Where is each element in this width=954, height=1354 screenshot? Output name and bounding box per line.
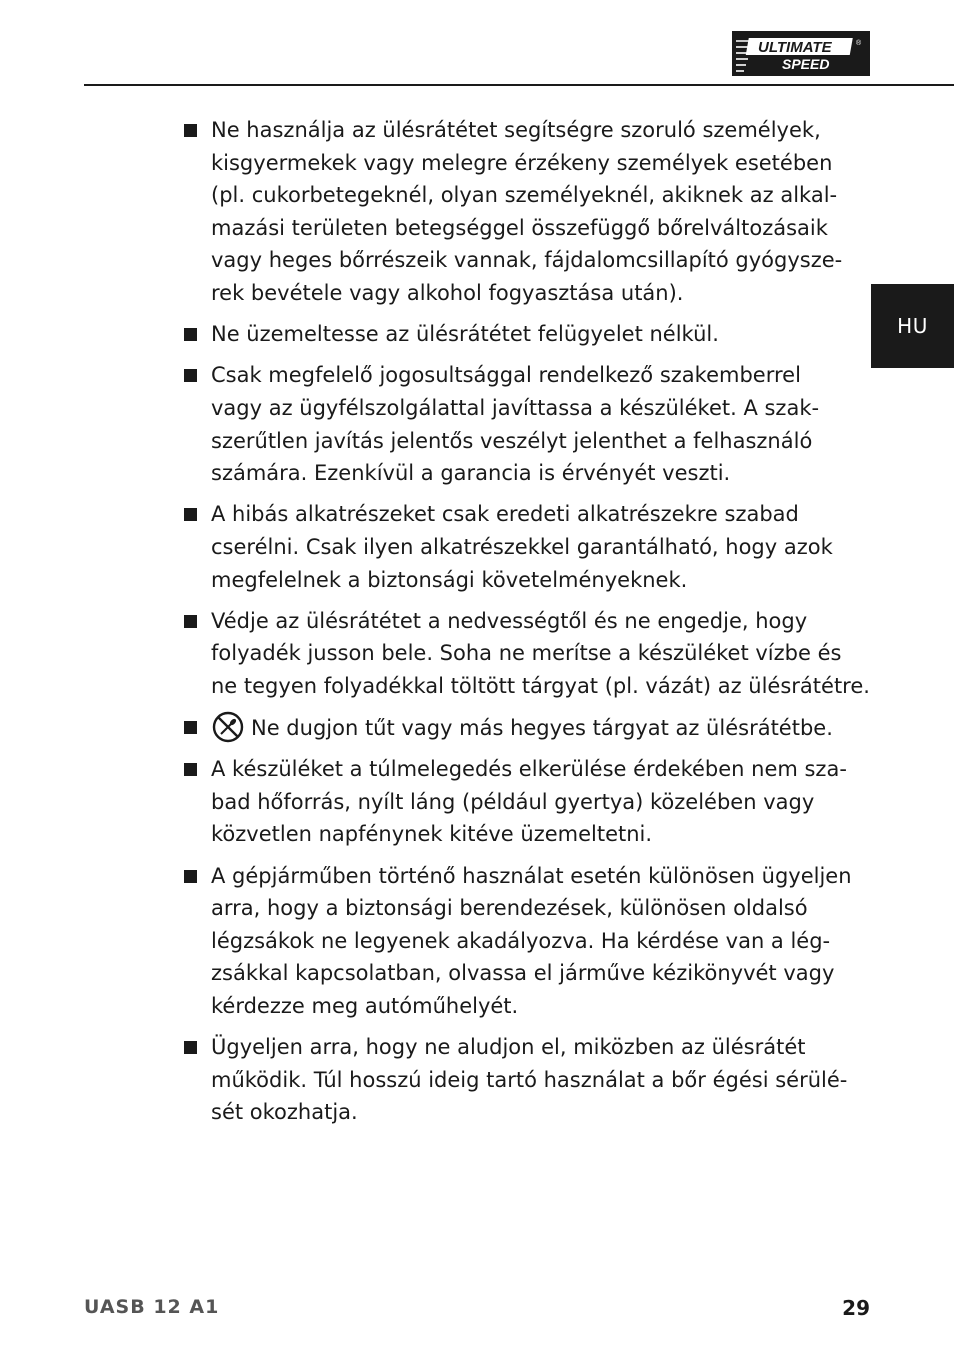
list-item-line xyxy=(211,425,844,458)
square-bullet-icon xyxy=(184,1041,197,1054)
list-item-text: Védje az ülésrátétet a nedvességtől és ne engedje, hogy xyxy=(211,608,808,633)
list-item-text: cserélni. Csak ilyen alkatrészekkel garantálható, hogy azok xyxy=(211,534,833,559)
list-item-text: kisgyermekek vagy melegre érzékeny személyek esetében xyxy=(211,150,833,175)
list-item-line xyxy=(211,1096,844,1129)
list-item-line xyxy=(211,670,870,703)
list-item-text: zsákkal kapcsolatban, olvassa el járműve kézikönyvét vagy xyxy=(211,961,835,986)
list-item xyxy=(184,114,844,310)
list-item-line xyxy=(211,957,844,990)
list-item-text: működik. Túl hosszú ideig tartó használat a bőr égési sérülé- xyxy=(211,1067,848,1092)
list-item-text: (pl. cukorbetegeknél, olyan személyeknél, akiknek az alkal- xyxy=(211,183,838,208)
list-item-line xyxy=(211,392,844,425)
logo-text-bottom: SPEED xyxy=(782,56,830,72)
list-item-text: folyadék jusson bele. Soha ne merítse a készüléket vízbe és xyxy=(211,641,842,666)
list-item-text: Ne dugjon tűt vagy más hegyes tárgyat az ülésrátétbe. xyxy=(251,716,833,741)
list-item-line xyxy=(211,786,844,819)
logo-text-top: ULTIMATE xyxy=(758,39,832,56)
list-item-line xyxy=(211,277,844,310)
list-item-line xyxy=(211,925,844,958)
square-bullet-icon xyxy=(184,615,197,628)
list-item xyxy=(184,605,870,703)
list-item-text: kérdezze meg autóműhelyét. xyxy=(211,994,519,1018)
list-item-line xyxy=(211,457,844,490)
logo-registered-mark: ® xyxy=(856,40,862,47)
list-item-text: A hibás alkatrészeket csak eredeti alkatrészekre szabad xyxy=(211,502,799,527)
list-item xyxy=(184,359,844,489)
list-item-text: szerűtlen javítás jelentős veszélyt jelenthet a felhasználó xyxy=(211,428,813,453)
list-item-line xyxy=(211,605,844,638)
language-tab xyxy=(871,284,954,368)
list-item-text: számára. Ezenkívül a garancia is érvényét veszti. xyxy=(211,461,731,486)
list-item-line xyxy=(211,114,844,147)
square-bullet-icon xyxy=(184,870,197,883)
list-item-text: Csak megfelelő jogosultsággal rendelkező szakemberrel xyxy=(211,363,801,388)
list-item xyxy=(184,860,852,1023)
no-needle-icon xyxy=(211,711,245,743)
list-item-text: A gépjárműben történő használat esetén különösen ügyeljen xyxy=(211,863,852,888)
list-item-line xyxy=(211,1064,848,1097)
list-item xyxy=(184,318,844,351)
square-bullet-icon xyxy=(184,124,197,137)
list-item xyxy=(184,498,844,596)
list-item-line xyxy=(211,711,844,745)
list-item-line xyxy=(211,564,844,597)
list-item-text: rek bevétele vagy alkohol fogyasztása után). xyxy=(211,280,684,305)
square-bullet-icon xyxy=(184,763,197,776)
ultimate-speed-logo xyxy=(732,31,870,76)
footer-model-number: UASB 12 A1 xyxy=(84,1296,220,1318)
list-item-line xyxy=(211,753,847,786)
list-item-line xyxy=(211,990,844,1023)
list-item-line xyxy=(211,147,844,180)
list-item-line xyxy=(211,531,844,564)
list-item-text: vagy az ügyfélszolgálattal javíttassa a készüléket. A szak- xyxy=(211,395,820,420)
list-item-line xyxy=(211,818,844,851)
list-item-line xyxy=(211,359,844,392)
list-item-line xyxy=(211,318,844,351)
list-item xyxy=(184,753,847,851)
square-bullet-icon xyxy=(184,508,197,521)
list-item-line xyxy=(211,212,844,245)
list-item-line xyxy=(211,860,852,893)
list-item-text: arra, hogy a biztonsági berendezések, különösen oldalsó xyxy=(211,896,808,921)
list-item-text: A készüléket a túlmelegedés elkerülése érdekében nem sza- xyxy=(211,757,847,782)
list-item-text: sét okozhatja. xyxy=(211,1100,358,1125)
list-item-line xyxy=(211,498,844,531)
list-item-line xyxy=(211,1031,844,1064)
list-item-line xyxy=(211,892,844,925)
header-rule xyxy=(84,84,954,86)
list-item-text: mazási területen betegséggel összefüggő bőrelváltozásaik xyxy=(211,215,828,240)
square-bullet-icon xyxy=(184,328,197,341)
list-item-text: Ne üzemeltesse az ülésrátétet felügyelet nélkül. xyxy=(211,322,719,347)
language-tab-label: HU xyxy=(897,314,928,338)
list-item-line xyxy=(211,637,844,670)
footer-page-number: 29 xyxy=(842,1296,870,1320)
square-bullet-icon xyxy=(184,369,197,382)
list-item-text: közvetlen napfénynek kitéve üzemeltetni. xyxy=(211,822,653,847)
square-bullet-icon xyxy=(184,721,197,734)
list-item-line xyxy=(211,244,844,277)
list-item-text: ne tegyen folyadékkal töltött tárgyat (pl. vázát) az ülésrátétre. xyxy=(211,673,870,698)
list-item-text: bad hőforrás, nyílt láng (például gyertya) közelében vagy xyxy=(211,789,815,814)
list-item-text: Ne használja az ülésrátétet segítségre szoruló személyek, xyxy=(211,118,821,142)
list-item-text: vagy heges bőrrészeik vannak, fájdalomcsillapító gyógysze- xyxy=(211,248,843,273)
list-item-text: megfelelnek a biztonsági követelményeknek. xyxy=(211,567,688,592)
list-item xyxy=(184,1031,848,1129)
list-item xyxy=(184,711,844,745)
safety-instructions-list xyxy=(184,114,870,1138)
list-item-line xyxy=(211,179,844,212)
list-item-text: légzsákok ne legyenek akadályozva. Ha kérdése van a lég- xyxy=(211,928,831,953)
list-item-text: Ügyeljen arra, hogy ne aludjon el, miközben az ülésrátét xyxy=(211,1035,806,1060)
